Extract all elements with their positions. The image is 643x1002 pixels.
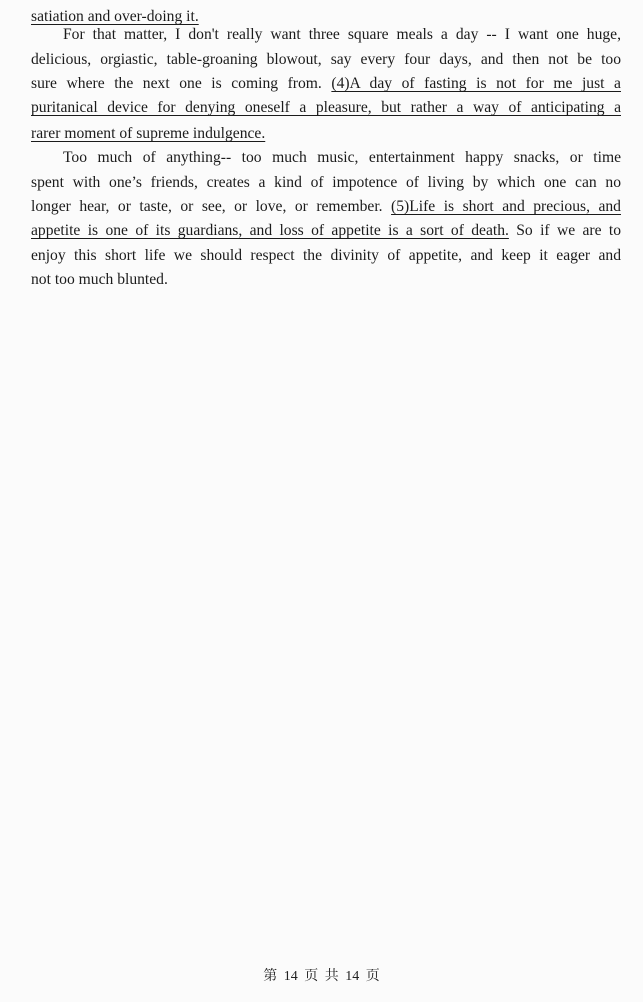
paragraph-text: longer hear, or taste, or see, or love, or remember.: [31, 198, 392, 215]
underlined-text: satiation and over-doing it.: [31, 8, 199, 25]
text-line-4: [31, 74, 621, 94]
paragraph-text: not too much blunted.: [31, 271, 168, 288]
underlined-text: (4)A day of fasting is not for me just a: [331, 75, 621, 92]
paragraph-text: Too much of anything-- too much music, entertainment happy snacks, or time: [63, 149, 621, 166]
text-line-3: [31, 50, 621, 70]
text-line-12: [31, 270, 621, 290]
text-line-7: [63, 148, 621, 168]
underlined-text: appetite is one of its guardians, and loss of appetite is a sort of death.: [31, 222, 509, 239]
underlined-text: rarer moment of supreme indulgence.: [31, 125, 266, 142]
paragraph-text: enjoy this short life we should respect the divinity of appetite, and keep it eager and: [31, 247, 621, 264]
text-line-2: [63, 25, 621, 45]
paragraph-text: sure where the next one is coming from.: [31, 75, 332, 92]
paragraph-text: spent with one’s friends, creates a kind of impotence of living by which one can no: [31, 174, 621, 191]
text-line-6: [31, 124, 621, 144]
underlined-text: (5)Life is short and precious, and: [391, 198, 621, 215]
paragraph-text: So if we are to: [508, 222, 621, 239]
text-line-5: [31, 98, 621, 118]
text-line-10: [31, 221, 621, 241]
paragraph-text: delicious, orgiastic, table-groaning blowout, say every four days, and then not be too: [31, 51, 621, 68]
page-footer: 第 14 页 共 14 页: [263, 969, 380, 984]
underlined-text: puritanical device for denying oneself a pleasure, but rather a way of anticipating a: [31, 99, 621, 116]
text-line-1: [31, 7, 621, 27]
paragraph-text: For that matter, I don't really want three square meals a day -- I want one huge,: [63, 26, 621, 43]
text-line-9: [31, 197, 621, 217]
text-line-11: [31, 246, 621, 266]
text-line-8: [31, 173, 621, 193]
